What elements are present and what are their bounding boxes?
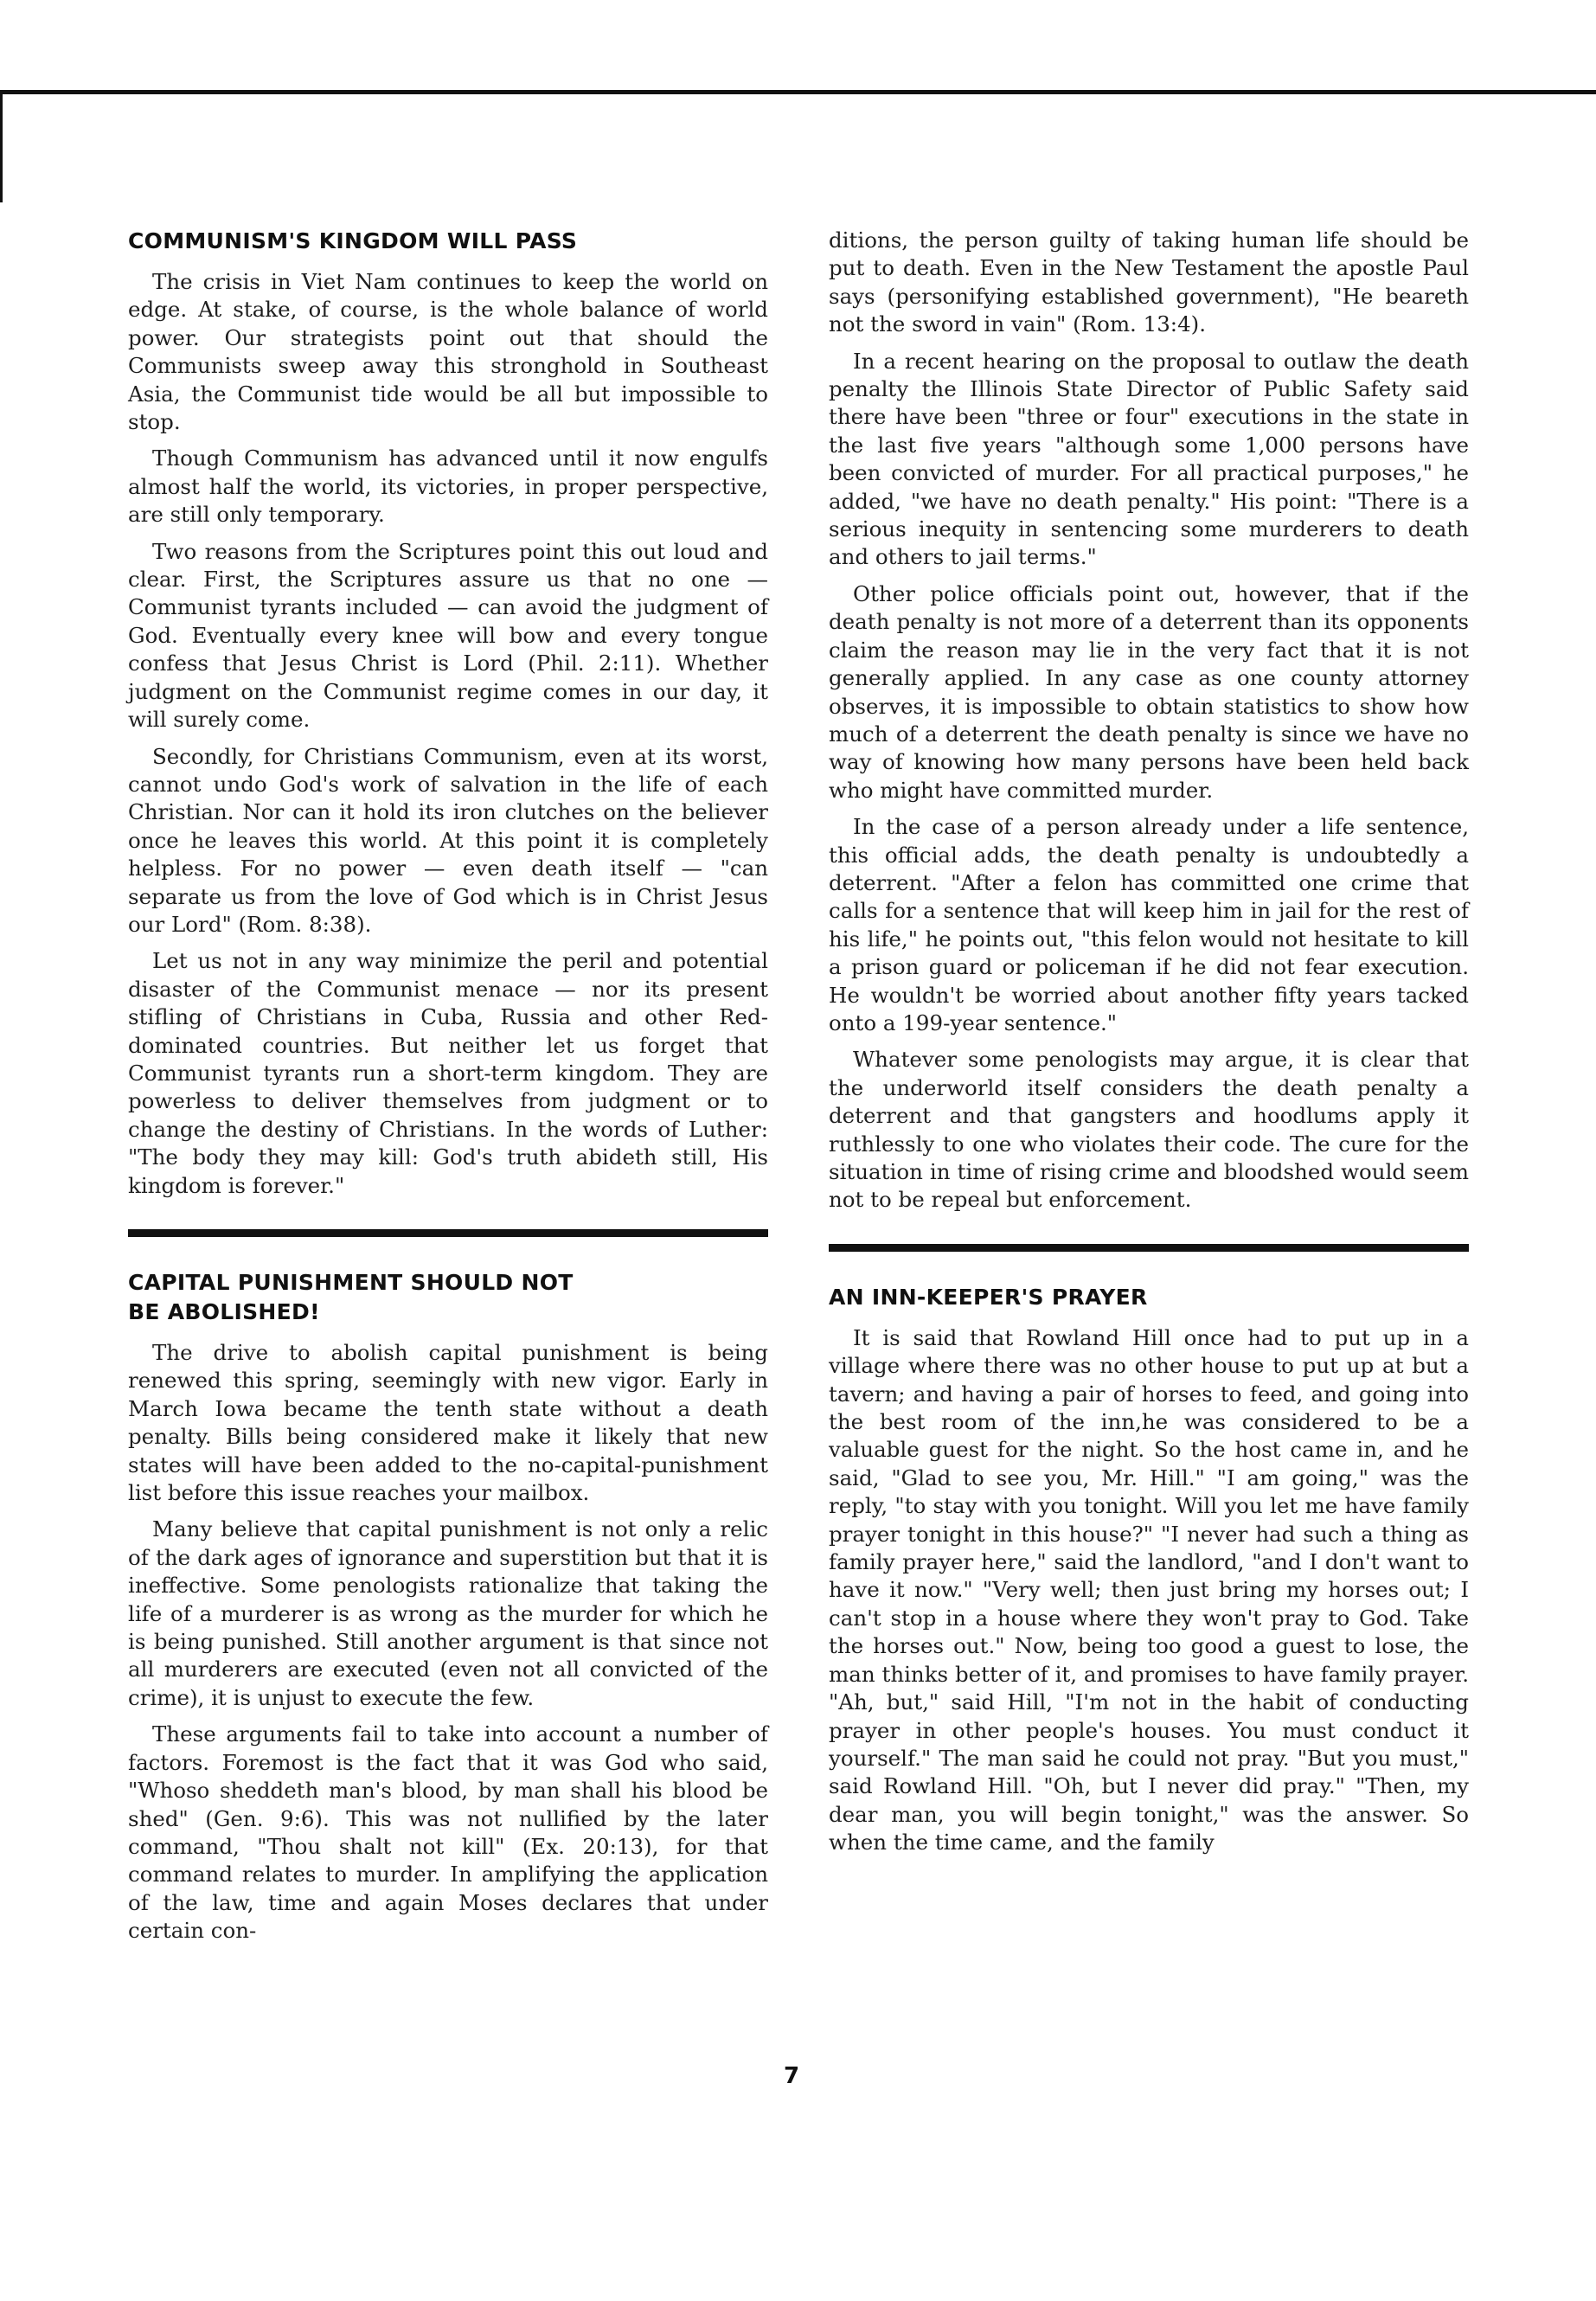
title-line: BE ABOLISHED! [128,1299,320,1324]
article-paragraph: Many believe that capital punishment is not only a relic of the dark ages of ignorance and superstition but that it is ineffective. Some penologists rationalize that taking the life of a murderer is as wrong as the murder for which he is being punished. Still another argument is that since not all murderers are executed (even not all convicted of the crime), it is unjust to execute the few. [128,1516,768,1710]
right-column [829,227,1469,1866]
article-paragraph: In a recent hearing on the proposal to outlaw the death penalty the Illinois State Director of Public Safety said there have been "three or four" executions in the state in the last five years "although some 1,000 persons have been convicted of murder. For all practical purposes," he added, "we have no death penalty." His point: "There is a serious inequity in sentencing some murderers to death and others to jail terms." [829,348,1469,570]
title-line: CAPITAL PUNISHMENT SHOULD NOT [128,1270,574,1295]
article-innkeeper [829,1283,1469,1857]
article-paragraph: The crisis in Viet Nam continues to keep the world on edge. At stake, of course, is the whole balance of world power. Our strategists point out that should the Communists sweep away this stronghold in Southeast Asia, the Communist tide would be all but impossible to stop. [128,269,768,435]
article-capital-punishment [128,1268,768,1945]
article-capital-punishment-continued [829,227,1469,1215]
page-number: 7 [783,2063,800,2089]
article-paragraph: It is said that Rowland Hill once had to put up in a village where there was no other house to put up at but a tavern; and having a pair of horses to feed, and going into the best room of the inn,he was considered to be a valuable guest for the night. So the host came in, and he said, "Glad to see you, Mr. Hill." "I am going," was the reply, "to stay with you tonight. Will you let me have family prayer tonight in this house?" "I never had such a thing as family prayer here," said the landlord, "and I don't want to have it now." "Very well; then just bring my horses out; I can't stop in a house where they won't pray to God. Take the horses out." Now, being too good a guest to lose, the man thinks better of it, and promises to have family prayer. "Ah, but," said Hill, "I'm not in the habit of conducting prayer in other people's houses. You must conduct it yourself." The man said he could not pray. "But you must," said Rowland Hill. "Oh, but I never did pray." "Then, my dear man, you will begin tonight," was the answer. So when the time came, and the family [829,1324,1469,1856]
article-communism [128,227,768,1200]
article-paragraph: Let us not in any way minimize the peril and potential disaster of the Communist menace — nor its present stifling of Christians in Cuba, Russia and other Red-dominated countries. But neither let us forget that Communist tyrants run a short-term kingdom. They are powerless to deliver themselves from judgment or to change the destiny of Christians. In the words of Luther: "The body they may kill: God's truth abideth still, His kingdom is forever." [128,948,768,1198]
article-title-capital-punishment [128,1268,768,1327]
article-paragraph: Though Communism has advanced until it now engulfs almost half the world, its victories, in proper perspective, are still only temporary. [128,445,768,528]
left-edge-mark [0,90,3,202]
top-rule [0,90,1596,94]
left-column [128,227,768,1954]
article-paragraph: Other police officials point out, however, that if the death penalty is not more of a deterrent than its opponents claim the reason may lie in the very fact that it is not generally applied. In any case as one county attorney observes, it is impossible to obtain statistics to show how much of a deterrent the death penalty is since we have no way of knowing how many persons have been held back who might have committed murder. [829,580,1469,803]
article-paragraph: Two reasons from the Scriptures point this out loud and clear. First, the Scriptures assure us that no one — Communist tyrants included — can avoid the judgment of God. Eventually every knee will bow and every tongue confess that Jesus Christ is Lord (Phil. 2:11). Whether judgment on the Communist regime comes in our day, it will surely come. [128,538,768,733]
article-title-innkeeper: AN INN-KEEPER'S PRAYER [829,1284,1148,1310]
article-paragraph: In the case of a person already under a life sentence, this official adds, the death penalty is undoubtedly a deterrent. "After a felon has committed one crime that calls for a sentence that will keep him in jail for the rest of his life," he points out, "this felon would not hesitate to kill a prison guard or policeman if he did not fear execution. He wouldn't be worried about another fifty years tacked onto a 199-year sentence." [829,814,1469,1035]
article-paragraph: The drive to abolish capital punishment is being renewed this spring, seemingly with new vigor. Early in March Iowa became the tenth state without a death penalty. Bills being considered make it likely that new states will have been added to the no-capital-punishment list before this issue reaches your mailbox. [128,1340,768,1506]
section-divider [829,1244,1469,1252]
article-title-communism: COMMUNISM'S KINGDOM WILL PASS [128,228,578,253]
article-paragraph: Whatever some penologists may argue, it is clear that the underworld itself considers the death penalty a deterrent and that gangsters and hoodlums apply it ruthlessly to one who violates their code. The cure for the situation in time of rising crime and bloodshed would seem not to be repeal but enforcement. [829,1047,1469,1213]
article-paragraph: Secondly, for Christians Communism, even at its worst, cannot undo God's work of salvation in the life of each Christian. Nor can it hold its iron clutches on the believer once he leaves this world. At this point it is completely helpless. For no power — even death itself — "can separate us from the love of God which is in Christ Jesus our Lord" (Rom. 8:38). [128,743,768,937]
article-paragraph: These arguments fail to take into account a number of factors. Foremost is the fact that it was God who said, "Whoso sheddeth man's blood, by man shall his blood be shed" (Gen. 9:6). This was not nullified by the later command, "Thou shalt not kill" (Ex. 20:13), for that command relates to murder. In amplifying the application of the law, time and again Moses declares that under certain con- [128,1721,768,1944]
section-divider [128,1229,768,1237]
article-paragraph-continued: ditions, the person guilty of taking human life should be put to death. Even in the New Testament the apostle Paul says (personifying established government), "He beareth not the sword in vain" (Rom. 13:4). [829,228,1469,337]
